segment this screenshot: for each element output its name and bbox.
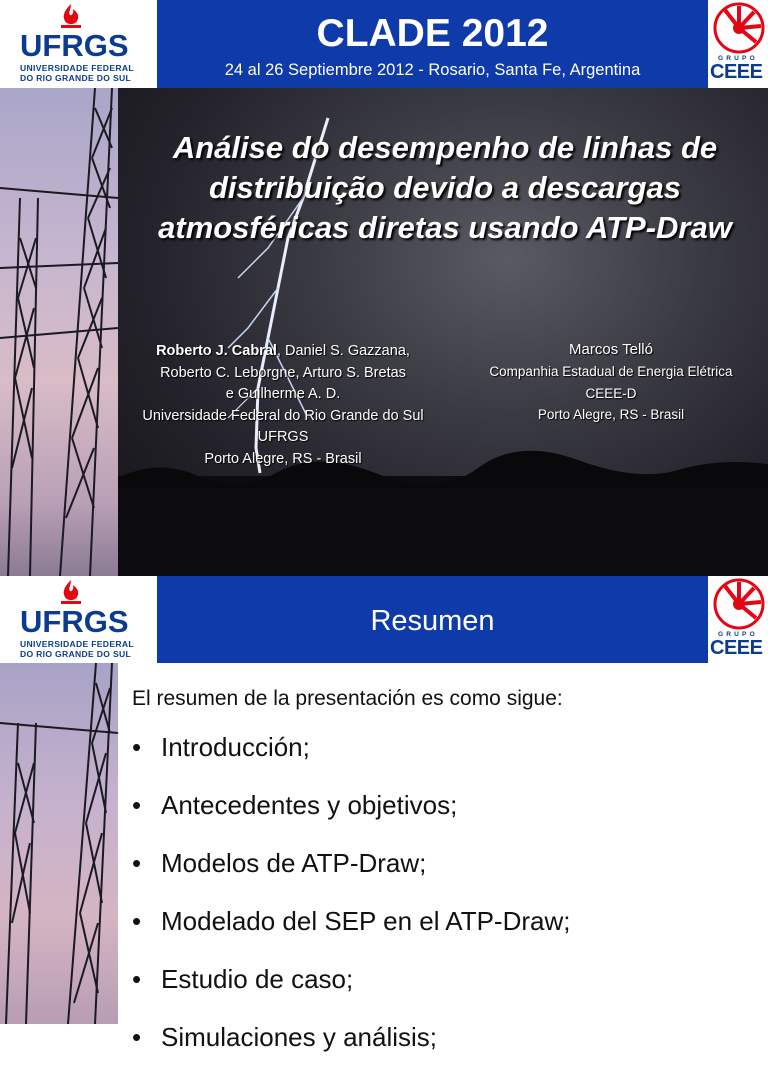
ceee-emblem-icon	[713, 2, 765, 54]
list-item	[132, 790, 570, 848]
ufrgs-logo	[0, 0, 157, 88]
bullet-icon: •	[132, 1022, 142, 1052]
coauthor-names-1: , Daniel S. Gazzana,	[276, 343, 410, 359]
ceee-logo-grupo: GRUPO	[718, 631, 758, 638]
affiliation-company-location: Porto Alegre, RS - Brasil	[537, 407, 685, 422]
bullet-text: Estudio de caso;	[161, 964, 354, 994]
ufrgs-logo-line1: UNIVERSIDADE FEDERAL	[20, 639, 134, 649]
list-item	[132, 1022, 570, 1080]
ceee-logo	[708, 576, 768, 663]
affiliation-location: Porto Alegre, RS - Brasil	[204, 450, 362, 467]
conference-subtitle: 24 al 26 Septiembre 2012 - Rosario, Santa Fe, Argentina	[224, 61, 641, 79]
bullet-text: Modelado del SEP en el ATP-Draw;	[161, 906, 571, 936]
authors-line-3: e Guilherme A. D.	[225, 386, 341, 402]
list-item	[132, 964, 570, 1022]
affiliation-acronym: UFRGS	[257, 429, 309, 445]
author-ceee-name: Marcos Telló	[569, 341, 653, 358]
flame-icon	[58, 579, 84, 607]
ufrgs-logo-line2: DO RIO GRANDE DO SUL	[20, 72, 132, 83]
ufrgs-logo-line1: UNIVERSIDADE FEDERAL	[20, 63, 134, 73]
ufrgs-logo	[0, 576, 157, 663]
ceee-logo	[708, 0, 768, 88]
authors-line-1	[125, 341, 441, 363]
flame-icon	[58, 3, 84, 31]
ufrgs-logo-text: UFRGS	[20, 604, 129, 639]
bullet-icon: •	[132, 964, 142, 994]
affiliation-company-acronym: CEEE-D	[585, 385, 637, 401]
summary-intro: El resumen de la presentación es como sigue:	[132, 687, 563, 710]
list-item	[132, 732, 570, 790]
ufrgs-logo-line2: DO RIO GRANDE DO SUL	[20, 648, 132, 659]
authors-ufrgs	[125, 341, 441, 470]
summary-title: Resumen	[370, 605, 495, 637]
ufrgs-logo-subtitle	[20, 64, 134, 83]
list-item	[132, 906, 570, 964]
transmission-tower-image	[0, 663, 118, 1024]
affiliation-company: Companhia Estadual de Energia Elétrica	[489, 364, 733, 379]
summary-slide	[0, 576, 768, 1052]
bullet-icon: •	[132, 732, 142, 762]
ceee-logo-text: CEEE	[710, 61, 763, 83]
bullet-icon: •	[132, 906, 142, 936]
summary-bullet-list	[132, 732, 570, 1080]
summary-header	[157, 576, 708, 663]
authors-ceee	[470, 339, 752, 426]
presenting-author: Roberto J. Cabral	[156, 343, 277, 359]
authors-line-2: Roberto C. Leborgne, Arturo S. Bretas	[160, 364, 406, 381]
bullet-text: Simulaciones y análisis;	[161, 1022, 438, 1052]
bullet-text: Antecedentes y objetivos;	[161, 790, 458, 820]
ufrgs-logo-text: UFRGS	[20, 28, 129, 63]
conference-header	[157, 0, 708, 88]
ceee-logo-grupo: GRUPO	[718, 55, 758, 62]
conference-title: CLADE 2012	[316, 12, 549, 55]
bullet-icon: •	[132, 790, 142, 820]
affiliation-university: Universidade Federal do Rio Grande do Sul	[142, 407, 424, 424]
ceee-logo-text: CEEE	[710, 637, 763, 659]
bullet-text: Introducción;	[161, 732, 310, 762]
bullet-text: Modelos de ATP-Draw;	[161, 848, 427, 878]
list-item	[132, 848, 570, 906]
ceee-emblem-icon	[713, 578, 765, 630]
transmission-tower-image	[0, 88, 118, 576]
bullet-icon: •	[132, 848, 142, 878]
presentation-title: Análise do desempenho de linhas de distribuição devido a descargas atmosféricas diretas usando ATP-Draw	[158, 130, 732, 245]
ufrgs-logo-subtitle	[20, 640, 134, 659]
